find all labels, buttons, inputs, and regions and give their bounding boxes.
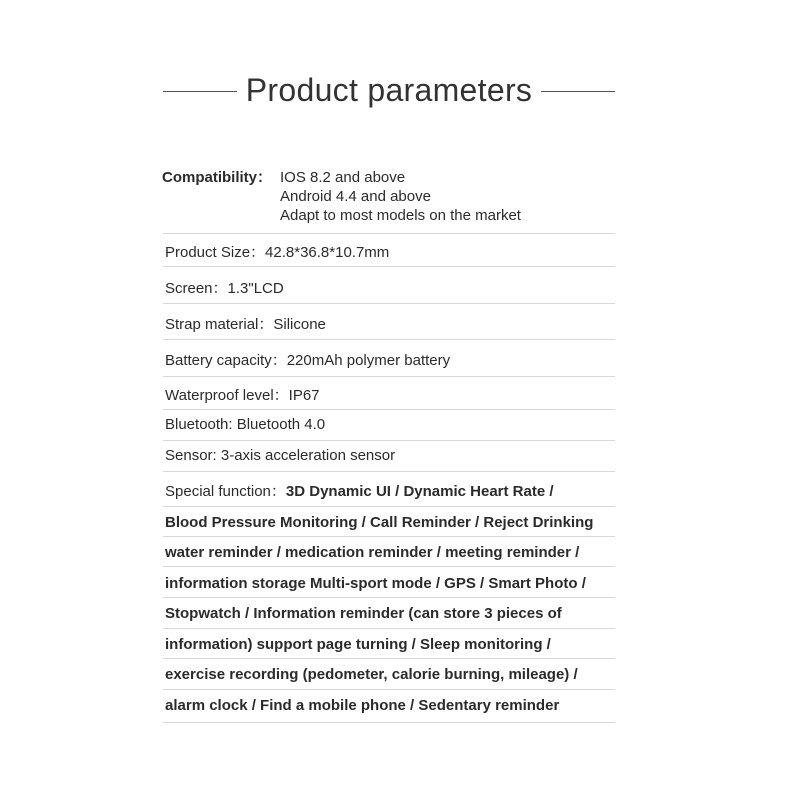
row-divider bbox=[163, 409, 615, 410]
row-divider bbox=[163, 376, 615, 377]
row-divider bbox=[163, 303, 615, 304]
spec-row-battery-capacity: Battery capacity：220mAh polymer battery bbox=[165, 352, 451, 369]
special-function-label: Special function： bbox=[165, 483, 286, 500]
special-function-line bbox=[165, 477, 645, 508]
special-function-line: Stopwatch / Information reminder (can store 3 pieces of bbox=[165, 605, 562, 622]
compatibility-value: Android 4.4 and above bbox=[280, 188, 431, 205]
title-line-right bbox=[541, 91, 615, 92]
title-row bbox=[0, 68, 800, 112]
special-function-line: information) support page turning / Sleep monitoring / bbox=[165, 635, 551, 653]
special-function-line: Blood Pressure Monitoring / Call Reminder / Reject Drinking bbox=[165, 513, 594, 531]
title-line-left bbox=[163, 91, 237, 92]
compatibility-value: IOS 8.2 and above bbox=[280, 169, 406, 186]
special-function-text: 3D Dynamic UI / Dynamic Heart Rate / bbox=[285, 483, 554, 500]
row-divider bbox=[163, 471, 615, 472]
special-function-line: exercise recording (pedometer, calorie burning, mileage) / bbox=[165, 666, 578, 683]
special-function-line: alarm clock / Find a mobile phone / Sedentary reminder bbox=[165, 696, 560, 714]
spec-row-product-size: Product Size：42.8*36.8*10.7mm bbox=[165, 244, 390, 261]
page-title: Product parameters bbox=[245, 72, 533, 108]
row-divider bbox=[163, 339, 615, 340]
compatibility-values bbox=[280, 168, 521, 225]
special-function-line: water reminder / medication reminder / meeting reminder / bbox=[165, 544, 580, 561]
spec-row-sensor: Sensor: 3-axis acceleration sensor bbox=[165, 447, 396, 464]
special-function-line: information storage Multi-sport mode / GPS / Smart Photo / bbox=[165, 574, 586, 592]
row-divider bbox=[163, 266, 615, 267]
spec-row-strap-material: Strap material：Silicone bbox=[165, 316, 326, 333]
compatibility-label: Compatibility： bbox=[162, 169, 273, 186]
spec-row-bluetooth: Bluetooth: Bluetooth 4.0 bbox=[165, 416, 326, 433]
row-divider bbox=[163, 722, 615, 723]
spec-row-screen: Screen：1.3"LCD bbox=[165, 280, 284, 297]
row-divider bbox=[163, 233, 615, 234]
spec-row-waterproof-level: Waterproof level：IP67 bbox=[165, 387, 320, 404]
compatibility-value: Adapt to most models on the market bbox=[280, 207, 521, 224]
special-function-block bbox=[165, 477, 645, 721]
row-divider bbox=[163, 440, 615, 441]
